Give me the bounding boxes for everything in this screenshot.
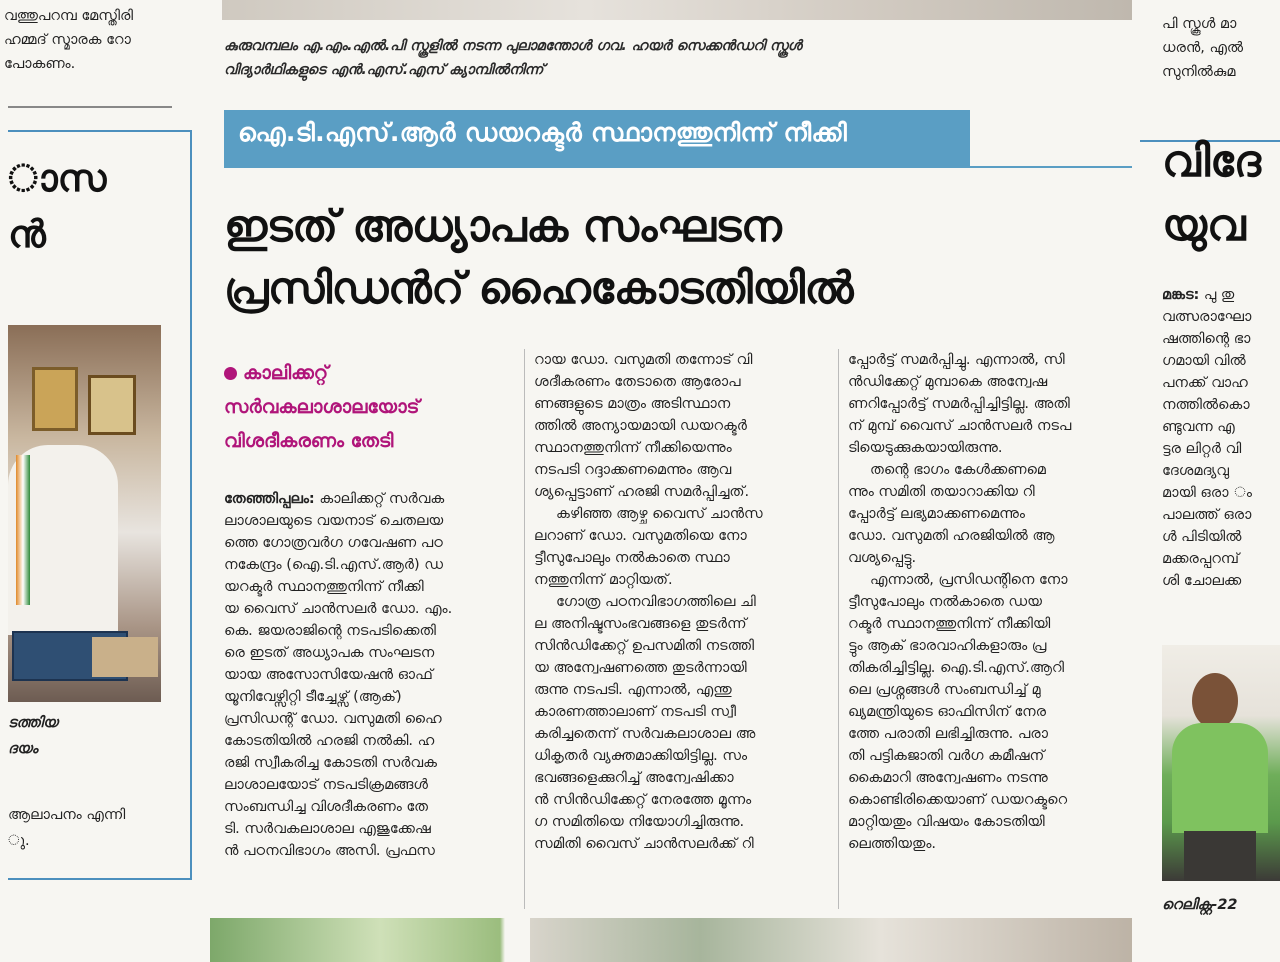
right-body-line: പു തു: [1199, 287, 1235, 303]
body-line: കോടതിയിൽ ഹരജി നൽകി. ഹ: [224, 733, 435, 749]
body-line: ല അനിഷ്ടസംഭവങ്ങളെ തുടർന്ന്: [534, 616, 747, 632]
dateline: തേഞ്ഞിപ്പലം:: [224, 491, 315, 507]
body-line: ലെത്തിയതും.: [848, 836, 937, 852]
right-body-line: ൾ പിടിയിൽ: [1162, 529, 1242, 545]
article-column-2: [534, 349, 824, 855]
body-line: ട്ടും ആക് ഭാരവാഹികളാരും പ്ര: [848, 638, 1047, 654]
right-body-line: ഗമായി വിൽ: [1162, 353, 1246, 369]
body-line: ൻ പഠനവിഭാഗം അസി. പ്രഫസ: [224, 843, 435, 859]
right-body-line: മക്കരപ്പറമ്പ്: [1162, 551, 1240, 567]
person-body: [1172, 723, 1268, 833]
headline: [224, 196, 1124, 320]
body-line: കൈമാറി അന്വേഷണം നടന്നു: [848, 770, 1048, 786]
left-fragment-top: [4, 4, 194, 76]
body-line: ഗോത്ര പഠനവിഭാഗത്തിലെ ചി: [556, 594, 756, 610]
right-top-line: സുനിൽകുമ: [1162, 64, 1236, 80]
photo-caption: [224, 34, 1124, 82]
left-heading-line: ാസ: [8, 156, 107, 200]
caption-line-1: കുരുവമ്പലം എ.എം.എൽ.പി സ്കൂളിൽ നടന്ന പുലാമന്തോൾ ഗവ. ഹയർ സെക്കൻഡറി സ്കൂൾ: [224, 38, 802, 54]
person-head: [1192, 673, 1238, 729]
shawl-stripe: [16, 455, 30, 605]
body-line: യ വൈസ് ചാൻസലർ ഡോ. എം.: [224, 601, 453, 617]
body-line: റക്ടർ സ്ഥാനത്തുനിന്ന് നീക്കിയി: [848, 616, 1051, 632]
body-line: ടിയെടുക്കുകയായിരുന്നു.: [848, 440, 1003, 456]
photo-frame: [32, 367, 78, 431]
right-body-line: ദേശമദ്യവു: [1162, 463, 1230, 479]
body-line: നത്തുനിന്ന് മാറ്റിയത്.: [534, 572, 673, 588]
body-line: ണങ്ങളുടെ മാത്രം അടിസ്ഥാന: [534, 396, 731, 412]
right-body-line: നത്തിൽകൊ: [1162, 397, 1250, 413]
left-top-line: പോകണം.: [4, 56, 76, 72]
body-line: ന്നും സമിതി തയാറാക്കിയ റി: [848, 484, 1035, 500]
body-line: ഖ്യമന്ത്രിയുടെ ഓഫിസിന് നേര: [848, 704, 1046, 720]
body-line: പ്പോർട്ട് ലഭ്യമാക്കണമെന്നും: [848, 506, 1025, 522]
right-body-line: വത്സരാഘോ: [1162, 309, 1252, 325]
right-fragment-top: [1162, 12, 1280, 84]
body-line: ത്തേ പരാതി ലഭിച്ചിരുന്നു. പരാ: [848, 726, 1048, 742]
body-line: എന്നാൽ, പ്രസിഡന്റിനെ നോ: [870, 572, 1068, 588]
body-line: യറക്ടർ സ്ഥാനത്തുനിന്ന് നീക്കി: [224, 579, 424, 595]
body-line: ണറിപ്പോർട്ട് സമർപ്പിച്ചിട്ടില്ല. അതി: [848, 396, 1070, 412]
body-line: തികരിച്ചിട്ടില്ല. ഐ.ടി.എസ്.ആറി: [848, 660, 1065, 676]
kicker-rule: [224, 166, 1132, 168]
body-line: ടി. സർവകലാശാല എജുക്കേഷ: [224, 821, 431, 837]
right-body-line: ഷത്തിന്റെ ഭാ: [1162, 331, 1251, 347]
body-line: രുന്നു നടപടി. എന്നാൽ, എന്തു: [534, 682, 732, 698]
body-line: കൊണ്ടിരിക്കെയാണ് ഡയറക്ടറെ: [848, 792, 1068, 808]
left-top-line: ഹമ്മദ് സ്മാരക റോ: [4, 32, 131, 48]
body-line: സ്ഥാനത്തുനിന്ന് നീക്കിയെന്നും: [534, 440, 732, 456]
right-top-line: ധരൻ, എൽ: [1162, 40, 1244, 56]
right-body-line: ണ്ടുവന്ന എ: [1162, 419, 1235, 435]
left-heading-line: ൻ: [8, 212, 46, 256]
body-line: ഗ സമിതിയെ നിയോഗിച്ചിരുന്നു.: [534, 814, 745, 830]
body-line: ത്തിൽ അന്യായമായി ഡയറക്ടർ: [534, 418, 747, 434]
body-line: തന്റെ ഭാഗം കേൾക്കണമെ: [870, 462, 1046, 478]
left-body-line: ു.: [8, 833, 30, 849]
left-heading: [8, 150, 106, 262]
right-photo: [1162, 645, 1280, 881]
body-line: ട്ടീസുപോലും നൽകാതെ ഡയ: [848, 594, 1042, 610]
caption-line-2: വിദ്യാർഥികളുടെ എൻ.എസ്.എസ് ക്യാമ്പിൽനിന്ന്: [224, 62, 544, 78]
right-top-line: പി സ്കൂൾ മാ: [1162, 16, 1237, 32]
body-line: ശദീകരണം തേടാതെ ആരോപ: [534, 374, 741, 390]
left-photo-caption: ടത്തിയ: [8, 715, 58, 731]
body-line: കാരണത്താലാണ് നടപടി സ്വീ: [534, 704, 736, 720]
body-line: പ്രസിഡന്റ് ഡോ. വസുമതി ഹൈ: [224, 711, 442, 727]
right-body-line: ശി ചോലക്ക: [1162, 573, 1242, 589]
body-line: കെ. ജയരാജിന്റെ നടപടിക്കെതി: [224, 623, 436, 639]
body-line: കഴിഞ്ഞ ആഴ്ച വൈസ് ചാൻസ: [556, 506, 763, 522]
bullet-icon: [224, 367, 237, 380]
left-top-line: വത്തുപറമ്പ മേസ്തിരി: [4, 8, 133, 24]
left-photo-caption: ദയം: [8, 741, 38, 757]
body-line: സംബന്ധിച്ച വിശദീകരണം തേ: [224, 799, 428, 815]
body-line: യായ അസോസിയേഷൻ ഓഫ്: [224, 667, 433, 683]
body-line: ധികൃതർ വ്യക്തമാക്കിയിട്ടില്ല. സം: [534, 748, 748, 764]
subhead-line: കാലിക്കറ്റ്: [243, 362, 329, 384]
body-line: ട്ടീസുപോലും നൽകാതെ സ്ഥാ: [534, 550, 730, 566]
right-dateline: മങ്കട:: [1162, 287, 1200, 303]
body-line: ഡോ. വസുമതി ഹരജിയിൽ ആ: [848, 528, 1055, 544]
body-line: ലെ പ്രശ്നങ്ങൾ സംബന്ധിച്ച് മു: [848, 682, 1041, 698]
headline-line-1: ഇടത് അധ്യാപക സംഘടന: [224, 201, 782, 252]
body-line: കരിച്ചതെന്ന് സർവകലാശാല അ: [534, 726, 756, 742]
left-body-line: ആലാപനം എന്നി: [8, 807, 126, 823]
article-column-1: [224, 488, 516, 862]
book: [92, 637, 158, 677]
body-line: ത്തെ ഗോത്രവർഗ ഗവേഷണ പഠ: [224, 535, 443, 551]
right-body-line: മായി ഒരാ ം: [1162, 485, 1252, 501]
column-rule: [838, 349, 839, 909]
person-legs: [1184, 831, 1256, 881]
article-column-3: [848, 349, 1134, 855]
body-line: രജി സ്വീകരിച്ച കോടതി സർവക: [224, 755, 437, 771]
kicker-text: ഐ.ടി.എസ്.ആർ ഡയറക്ടർ സ്ഥാനത്തുനിന്ന് നീക്കി: [238, 118, 848, 147]
body-line: റായ ഡോ. വസുമതി തന്നോട് വി: [534, 352, 753, 368]
body-line: വശ്യപ്പെട്ടു.: [848, 550, 917, 566]
body-line: ൻ സിൻഡിക്കേറ്റ് നേരത്തേ മൂന്നം: [534, 792, 752, 808]
right-heading: [1162, 130, 1280, 258]
right-body-line: പനക്ക് വാഹ: [1162, 375, 1248, 391]
left-photo: [8, 325, 161, 702]
body-line: കാലിക്കറ്റ് സർവക: [319, 491, 445, 507]
right-fragment-body: [1162, 284, 1280, 592]
body-line: ൻഡിക്കേറ്റ് മുമ്പാകെ അന്വേഷ: [848, 374, 1048, 390]
bottom-photos: [0, 918, 1280, 962]
right-heading-line: വിദേ: [1162, 136, 1261, 187]
body-line: സിൻഡിക്കേറ്റ് ഉപസമിതി നടത്തി: [534, 638, 755, 654]
column-rule: [524, 349, 525, 909]
photo-frame: [88, 375, 136, 435]
body-line: ഭവങ്ങളെക്കുറിച്ച് അന്വേഷിക്കാ: [534, 770, 734, 786]
headline-line-2: പ്രസിഡൻറ് ഹൈകോടതിയിൽ: [224, 263, 853, 314]
body-line: രെ ഇടത് അധ്യാപക സംഘടന: [224, 645, 435, 661]
body-line: നടപടി റദ്ദാക്കണമെന്നും ആവ: [534, 462, 732, 478]
subhead-line: സർവകലാശാലയോട്: [224, 396, 420, 418]
body-line: തി പട്ടികജാതി വർഗ കമീഷന്: [848, 748, 1045, 764]
subhead-line: വിശദീകരണം തേടി: [224, 430, 394, 452]
body-line: സമിതി വൈസ് ചാൻസലർക്ക് റി: [534, 836, 754, 852]
right-body-line: ട്ടര ലിറ്റർ വി: [1162, 441, 1242, 457]
body-line: ശ്യപ്പെട്ടാണ് ഹരജി സമർപ്പിച്ചത്.: [534, 484, 750, 500]
body-line: ന് മുമ്പ് വൈസ് ചാൻസലർ നടപ: [848, 418, 1072, 434]
subhead: [224, 356, 514, 458]
top-photo: [222, 0, 1132, 20]
body-line: യൂനിവേഴ്സിറ്റി ടീച്ചേഴ്സ് (ആക്): [224, 689, 402, 705]
right-body-line: പാലത്ത് ഒരാ: [1162, 507, 1252, 523]
body-line: ലറാണ് ഡോ. വസുമതിയെ നോ: [534, 528, 747, 544]
body-line: യ അന്വേഷണത്തെ തുടർന്നായി: [534, 660, 747, 676]
right-heading-line: യുവ: [1162, 200, 1246, 251]
body-line: മാറ്റിയതും വിഷയം കോടതിയി: [848, 814, 1045, 830]
left-fragment-body: [8, 710, 188, 854]
left-divider: [8, 106, 172, 108]
body-line: ലാശാലയുടെ വയനാട് ചെതലയ: [224, 513, 444, 529]
body-line: പ്പോർട്ട് സമർപ്പിച്ചു. എന്നാൽ, സി: [848, 352, 1065, 368]
body-line: നകേന്ദ്രം (ഐ.ടി.എസ്.ആർ) ഡ: [224, 557, 443, 573]
body-line: ലാശാലയോട് നടപടിക്രമങ്ങൾ: [224, 777, 428, 793]
right-caption-line: റെലിക്റ്റ-22: [1162, 897, 1238, 913]
